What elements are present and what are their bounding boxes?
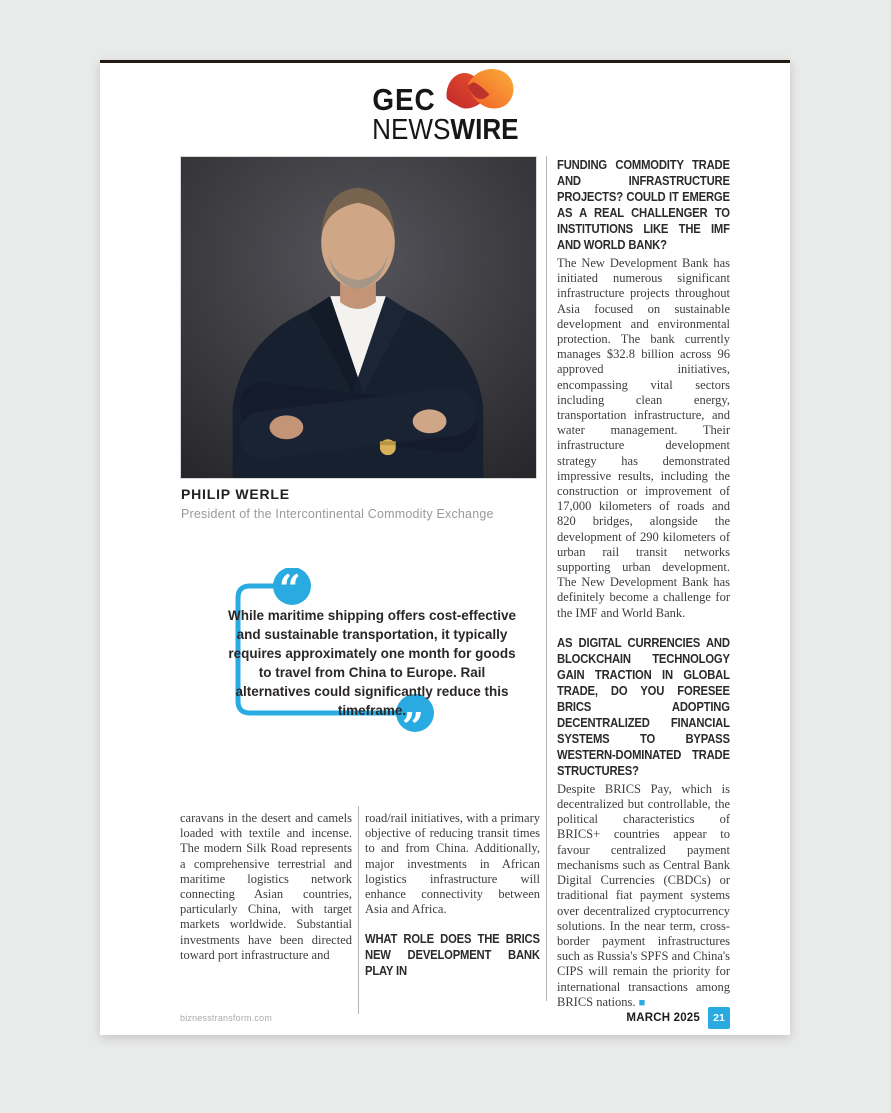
page-number-badge: 21	[708, 1007, 730, 1029]
answer-body-brics-pay	[557, 782, 730, 1011]
answer-body-ndb: The New Development Bank has initiated numerous significant infrastructure projects throughout Asia focused on sustainable development and environmental protection. The bank currently manages $32.8 billion across 96 approved initiatives, encompassing vital sectors including clean energy, transportation infrastructure, and water management. Their infrastructure development strategy has demonstrated impressive results, including the construction or improvement of 17,000 kilometers of roads and 820 bridges, alongside the development of 290 kilometers of urban rail transit networks supporting urban development. The New Development Bank has definitely become a challenge for the IMF and World Bank.	[557, 256, 730, 620]
column-divider-right	[546, 156, 547, 1001]
middle-column-body: road/rail initiatives, with a primary objective of reducing transit times to and from China. Additionally, major investments in African logistics infrastructure will enhance connectivity between Asia and Africa.	[365, 811, 540, 917]
caption-title: President of the Intercontinental Commodity Exchange	[181, 507, 494, 521]
question-heading-brics-bank: WHAT ROLE DOES THE BRICS NEW DEVELOPMENT BANK PLAY IN	[365, 932, 540, 979]
answer-body-brics-pay-text: Despite BRICS Pay, which is decentralized but controllable, the political characteristics of BRICS+ countries appear to favour centralized payment mechanisms such as Central Bank Digital Currencies (CBDCs) or traditional fiat payment systems over decentralized cryptocurrency solutions. In the near term, cross-border payment infrastructures such as Russia's SPFS and China's CIPS will remain the priority for international transactions among BRICS nations.	[557, 781, 730, 1009]
logo-text-gec: GEC	[372, 82, 436, 117]
logo-text-wire: WIRE	[450, 114, 519, 146]
magazine-page	[100, 60, 790, 1035]
portrait-photo-image	[181, 157, 536, 478]
article-end-mark: ■	[638, 996, 646, 1009]
quote-text: While maritime shipping offers cost-effective and sustainable transportation, it typically requires approximately one month for goods to travel from China to Europe. Rail alternatives could significantly reduce this timeframe.	[227, 608, 517, 718]
photo-caption	[181, 486, 541, 521]
logo-text-news: NEWS	[371, 114, 451, 146]
gec-newswire-logo	[100, 67, 790, 146]
article-column-middle	[365, 811, 540, 979]
logo-swoosh-icon	[439, 59, 518, 121]
article-column-right	[557, 157, 730, 1011]
question-heading-funding: FUNDING COMMODITY TRADE AND INFRASTRUCTURE PROJECTS? COULD IT EMERGE AS A REAL CHALLENGER TO INSTITUTIONS LIKE THE IMF AND WORLD BANK?	[557, 158, 730, 252]
footer-issue-date: MARCH 2025	[626, 1012, 700, 1024]
pull-quote	[195, 568, 525, 763]
svg-text:”: ”	[402, 704, 424, 749]
article-column-left: caravans in the desert and camels loaded with textile and incense. The modern Silk Road represents a comprehensive terrestrial and maritime logistics network connecting Asian countries, particularly China, with target markets worldwide. Substantial investments have been directed toward port infrastructure and	[180, 811, 352, 962]
footer-website: biznesstransform.com	[180, 1013, 273, 1023]
svg-text:“: “	[279, 568, 301, 611]
footer-issue-block	[626, 1007, 730, 1029]
portrait-photo	[180, 156, 537, 479]
logo-text-newswire	[371, 114, 519, 146]
question-heading-digital-currencies: AS DIGITAL CURRENCIES AND BLOCKCHAIN TECHNOLOGY GAIN TRACTION IN GLOBAL TRADE, DO YOU FORESEE BRICS ADOPTING DECENTRALIZED FINANCIAL SYSTEMS TO BYPASS WESTERN-DOMINATED TRADE STRUCTURES?	[557, 635, 730, 778]
column-divider-left	[358, 806, 359, 1014]
caption-name: PHILIP WERLE	[181, 486, 290, 502]
